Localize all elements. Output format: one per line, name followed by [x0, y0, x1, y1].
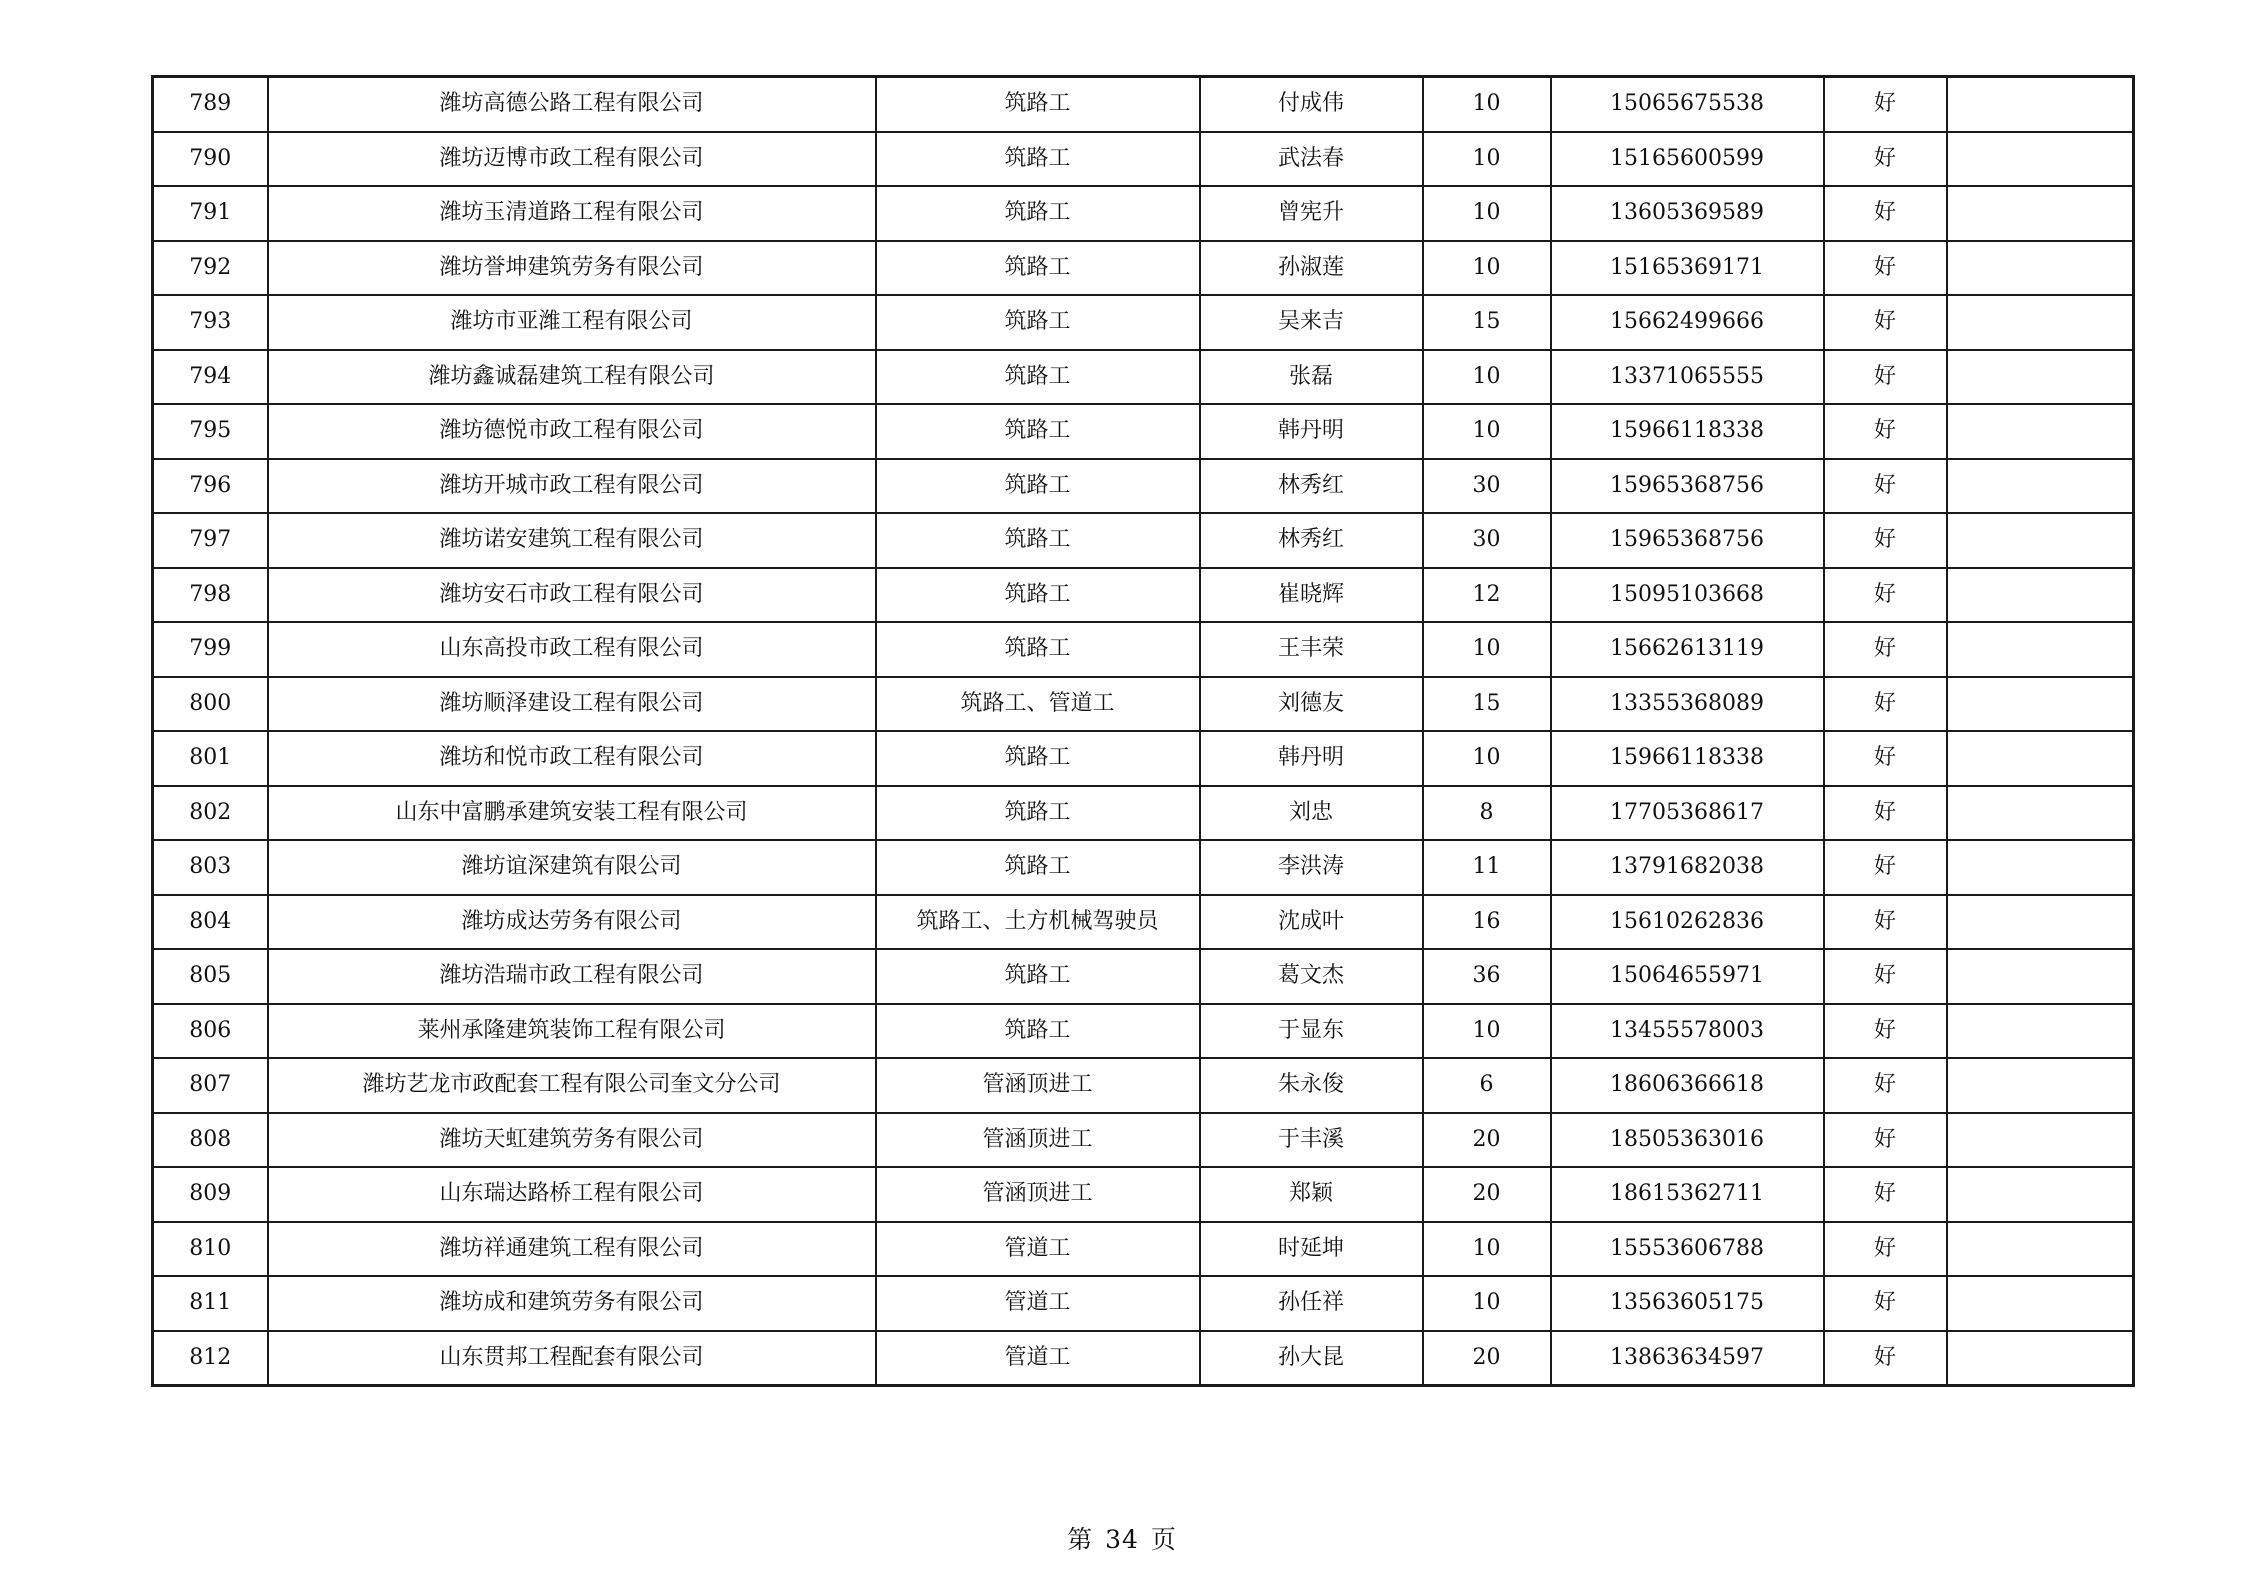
cell-rating: 好 — [1824, 186, 1947, 241]
table-row — [153, 949, 2134, 1004]
cell-company-name: 潍坊成达劳务有限公司 — [268, 895, 876, 950]
cell-rating: 好 — [1824, 1276, 1947, 1331]
cell-phone-number: 15662499666 — [1551, 295, 1824, 350]
cell-contact-person: 朱永俊 — [1200, 1058, 1423, 1113]
cell-remarks — [1947, 513, 2134, 568]
cell-rating: 好 — [1824, 1222, 1947, 1277]
table-row — [153, 568, 2134, 623]
cell-worker-count: 10 — [1423, 241, 1551, 296]
cell-rating: 好 — [1824, 568, 1947, 623]
cell-serial-number: 797 — [153, 513, 268, 568]
cell-trade-type: 管涵顶进工 — [876, 1058, 1200, 1113]
cell-phone-number: 15064655971 — [1551, 949, 1824, 1004]
cell-remarks — [1947, 350, 2134, 405]
cell-company-name: 山东瑞达路桥工程有限公司 — [268, 1167, 876, 1222]
cell-remarks — [1947, 622, 2134, 677]
table-row — [153, 404, 2134, 459]
cell-rating: 好 — [1824, 1113, 1947, 1168]
cell-phone-number: 15610262836 — [1551, 895, 1824, 950]
cell-worker-count: 15 — [1423, 295, 1551, 350]
cell-phone-number: 18606366618 — [1551, 1058, 1824, 1113]
cell-serial-number: 812 — [153, 1331, 268, 1386]
cell-remarks — [1947, 1004, 2134, 1059]
table-row — [153, 350, 2134, 405]
table-row — [153, 840, 2134, 895]
cell-company-name: 潍坊诺安建筑工程有限公司 — [268, 513, 876, 568]
cell-serial-number: 804 — [153, 895, 268, 950]
cell-remarks — [1947, 241, 2134, 296]
cell-rating: 好 — [1824, 513, 1947, 568]
cell-rating: 好 — [1824, 786, 1947, 841]
table-row — [153, 513, 2134, 568]
table-row — [153, 622, 2134, 677]
cell-contact-person: 刘忠 — [1200, 786, 1423, 841]
cell-rating: 好 — [1824, 731, 1947, 786]
cell-phone-number: 15965368756 — [1551, 459, 1824, 514]
cell-contact-person: 付成伟 — [1200, 77, 1423, 132]
cell-worker-count: 10 — [1423, 404, 1551, 459]
cell-contact-person: 张磊 — [1200, 350, 1423, 405]
cell-rating: 好 — [1824, 1167, 1947, 1222]
cell-company-name: 莱州承隆建筑装饰工程有限公司 — [268, 1004, 876, 1059]
cell-contact-person: 孙大昆 — [1200, 1331, 1423, 1386]
cell-serial-number: 801 — [153, 731, 268, 786]
cell-rating: 好 — [1824, 132, 1947, 187]
cell-worker-count: 15 — [1423, 677, 1551, 732]
cell-serial-number: 794 — [153, 350, 268, 405]
cell-trade-type: 筑路工 — [876, 186, 1200, 241]
cell-company-name: 山东高投市政工程有限公司 — [268, 622, 876, 677]
cell-company-name: 山东贯邦工程配套有限公司 — [268, 1331, 876, 1386]
cell-trade-type: 筑路工 — [876, 132, 1200, 187]
cell-remarks — [1947, 1222, 2134, 1277]
cell-worker-count: 10 — [1423, 186, 1551, 241]
cell-remarks — [1947, 77, 2134, 132]
cell-worker-count: 6 — [1423, 1058, 1551, 1113]
table-row — [153, 1222, 2134, 1277]
cell-rating: 好 — [1824, 949, 1947, 1004]
cell-company-name: 潍坊成和建筑劳务有限公司 — [268, 1276, 876, 1331]
cell-rating: 好 — [1824, 1331, 1947, 1386]
cell-phone-number: 18505363016 — [1551, 1113, 1824, 1168]
cell-phone-number: 15966118338 — [1551, 404, 1824, 459]
cell-remarks — [1947, 731, 2134, 786]
cell-serial-number: 803 — [153, 840, 268, 895]
cell-worker-count: 8 — [1423, 786, 1551, 841]
cell-contact-person: 林秀红 — [1200, 459, 1423, 514]
cell-serial-number: 799 — [153, 622, 268, 677]
cell-company-name: 潍坊誉坤建筑劳务有限公司 — [268, 241, 876, 296]
cell-phone-number: 13455578003 — [1551, 1004, 1824, 1059]
cell-remarks — [1947, 1167, 2134, 1222]
cell-phone-number: 17705368617 — [1551, 786, 1824, 841]
cell-trade-type: 筑路工 — [876, 786, 1200, 841]
cell-remarks — [1947, 132, 2134, 187]
cell-trade-type: 筑路工 — [876, 622, 1200, 677]
cell-rating: 好 — [1824, 350, 1947, 405]
cell-worker-count: 12 — [1423, 568, 1551, 623]
cell-trade-type: 筑路工 — [876, 1004, 1200, 1059]
cell-phone-number: 13355368089 — [1551, 677, 1824, 732]
cell-contact-person: 于丰溪 — [1200, 1113, 1423, 1168]
cell-company-name: 潍坊迈博市政工程有限公司 — [268, 132, 876, 187]
cell-remarks — [1947, 895, 2134, 950]
cell-serial-number: 806 — [153, 1004, 268, 1059]
cell-serial-number: 792 — [153, 241, 268, 296]
cell-serial-number: 798 — [153, 568, 268, 623]
cell-contact-person: 韩丹明 — [1200, 731, 1423, 786]
cell-phone-number: 15965368756 — [1551, 513, 1824, 568]
cell-contact-person: 刘德友 — [1200, 677, 1423, 732]
table-row — [153, 459, 2134, 514]
cell-rating: 好 — [1824, 622, 1947, 677]
cell-company-name: 潍坊开城市政工程有限公司 — [268, 459, 876, 514]
cell-company-name: 潍坊市亚潍工程有限公司 — [268, 295, 876, 350]
cell-rating: 好 — [1824, 1004, 1947, 1059]
cell-company-name: 潍坊顺泽建设工程有限公司 — [268, 677, 876, 732]
cell-company-name: 潍坊浩瑞市政工程有限公司 — [268, 949, 876, 1004]
table-row — [153, 1276, 2134, 1331]
cell-serial-number: 795 — [153, 404, 268, 459]
cell-phone-number: 15165369171 — [1551, 241, 1824, 296]
cell-rating: 好 — [1824, 1058, 1947, 1113]
footer-prefix: 第 — [1067, 1525, 1094, 1554]
table-row — [153, 1113, 2134, 1168]
cell-trade-type: 管道工 — [876, 1222, 1200, 1277]
cell-company-name: 潍坊德悦市政工程有限公司 — [268, 404, 876, 459]
cell-worker-count: 20 — [1423, 1113, 1551, 1168]
cell-remarks — [1947, 295, 2134, 350]
cell-phone-number: 15095103668 — [1551, 568, 1824, 623]
company-table — [151, 75, 2135, 1387]
cell-company-name: 潍坊玉清道路工程有限公司 — [268, 186, 876, 241]
cell-rating: 好 — [1824, 840, 1947, 895]
cell-rating: 好 — [1824, 295, 1947, 350]
cell-contact-person: 郑颖 — [1200, 1167, 1423, 1222]
cell-contact-person: 武法春 — [1200, 132, 1423, 187]
cell-trade-type: 筑路工 — [876, 568, 1200, 623]
cell-contact-person: 王丰荣 — [1200, 622, 1423, 677]
cell-remarks — [1947, 404, 2134, 459]
cell-rating: 好 — [1824, 77, 1947, 132]
cell-remarks — [1947, 1058, 2134, 1113]
cell-contact-person: 时延坤 — [1200, 1222, 1423, 1277]
cell-worker-count: 10 — [1423, 1276, 1551, 1331]
cell-remarks — [1947, 1113, 2134, 1168]
cell-contact-person: 林秀红 — [1200, 513, 1423, 568]
cell-trade-type: 筑路工 — [876, 949, 1200, 1004]
table-row — [153, 677, 2134, 732]
cell-serial-number: 807 — [153, 1058, 268, 1113]
cell-remarks — [1947, 786, 2134, 841]
table-row — [153, 731, 2134, 786]
cell-serial-number: 800 — [153, 677, 268, 732]
table-body — [153, 77, 2134, 1386]
cell-contact-person: 沈成叶 — [1200, 895, 1423, 950]
cell-worker-count: 30 — [1423, 513, 1551, 568]
cell-company-name: 潍坊谊深建筑有限公司 — [268, 840, 876, 895]
table-row — [153, 295, 2134, 350]
cell-trade-type: 筑路工 — [876, 731, 1200, 786]
cell-remarks — [1947, 840, 2134, 895]
cell-remarks — [1947, 1331, 2134, 1386]
cell-rating: 好 — [1824, 677, 1947, 732]
cell-trade-type: 筑路工 — [876, 350, 1200, 405]
cell-trade-type: 管道工 — [876, 1276, 1200, 1331]
cell-phone-number: 15165600599 — [1551, 132, 1824, 187]
cell-phone-number: 13371065555 — [1551, 350, 1824, 405]
table-row — [153, 1331, 2134, 1386]
cell-worker-count: 20 — [1423, 1167, 1551, 1222]
cell-rating: 好 — [1824, 895, 1947, 950]
cell-contact-person: 崔晓辉 — [1200, 568, 1423, 623]
cell-worker-count: 10 — [1423, 77, 1551, 132]
cell-phone-number: 15065675538 — [1551, 77, 1824, 132]
table-row — [153, 186, 2134, 241]
cell-serial-number: 793 — [153, 295, 268, 350]
cell-phone-number: 18615362711 — [1551, 1167, 1824, 1222]
cell-rating: 好 — [1824, 241, 1947, 296]
table-row — [153, 77, 2134, 132]
cell-worker-count: 10 — [1423, 132, 1551, 187]
cell-trade-type: 筑路工 — [876, 77, 1200, 132]
cell-rating: 好 — [1824, 404, 1947, 459]
footer-suffix: 页 — [1150, 1525, 1177, 1554]
table-row — [153, 241, 2134, 296]
cell-worker-count: 10 — [1423, 1222, 1551, 1277]
cell-remarks — [1947, 568, 2134, 623]
cell-company-name: 潍坊鑫诚磊建筑工程有限公司 — [268, 350, 876, 405]
table-row — [153, 786, 2134, 841]
page-footer — [0, 1520, 2244, 1556]
cell-trade-type: 筑路工、土方机械驾驶员 — [876, 895, 1200, 950]
cell-serial-number: 805 — [153, 949, 268, 1004]
cell-serial-number: 791 — [153, 186, 268, 241]
table-row — [153, 1058, 2134, 1113]
cell-serial-number: 790 — [153, 132, 268, 187]
cell-trade-type: 筑路工 — [876, 404, 1200, 459]
cell-company-name: 潍坊和悦市政工程有限公司 — [268, 731, 876, 786]
cell-phone-number: 15966118338 — [1551, 731, 1824, 786]
cell-company-name: 潍坊天虹建筑劳务有限公司 — [268, 1113, 876, 1168]
cell-contact-person: 韩丹明 — [1200, 404, 1423, 459]
cell-phone-number: 15662613119 — [1551, 622, 1824, 677]
cell-phone-number: 13863634597 — [1551, 1331, 1824, 1386]
cell-contact-person: 葛文杰 — [1200, 949, 1423, 1004]
cell-serial-number: 811 — [153, 1276, 268, 1331]
cell-trade-type: 筑路工 — [876, 241, 1200, 296]
table-row — [153, 895, 2134, 950]
cell-remarks — [1947, 677, 2134, 732]
cell-remarks — [1947, 949, 2134, 1004]
cell-worker-count: 10 — [1423, 622, 1551, 677]
cell-trade-type: 管涵顶进工 — [876, 1167, 1200, 1222]
cell-trade-type: 管道工 — [876, 1331, 1200, 1386]
cell-serial-number: 809 — [153, 1167, 268, 1222]
cell-contact-person: 孙任祥 — [1200, 1276, 1423, 1331]
cell-trade-type: 管涵顶进工 — [876, 1113, 1200, 1168]
table-row — [153, 1004, 2134, 1059]
table-row — [153, 1167, 2134, 1222]
cell-phone-number: 13605369589 — [1551, 186, 1824, 241]
cell-phone-number: 15553606788 — [1551, 1222, 1824, 1277]
cell-worker-count: 10 — [1423, 1004, 1551, 1059]
cell-contact-person: 孙淑莲 — [1200, 241, 1423, 296]
cell-serial-number: 802 — [153, 786, 268, 841]
cell-trade-type: 筑路工 — [876, 459, 1200, 514]
cell-serial-number: 796 — [153, 459, 268, 514]
cell-serial-number: 808 — [153, 1113, 268, 1168]
cell-worker-count: 20 — [1423, 1331, 1551, 1386]
cell-worker-count: 10 — [1423, 731, 1551, 786]
cell-worker-count: 30 — [1423, 459, 1551, 514]
cell-worker-count: 36 — [1423, 949, 1551, 1004]
cell-company-name: 潍坊艺龙市政配套工程有限公司奎文分公司 — [268, 1058, 876, 1113]
cell-phone-number: 13563605175 — [1551, 1276, 1824, 1331]
cell-remarks — [1947, 186, 2134, 241]
cell-company-name: 潍坊安石市政工程有限公司 — [268, 568, 876, 623]
cell-phone-number: 13791682038 — [1551, 840, 1824, 895]
cell-serial-number: 789 — [153, 77, 268, 132]
cell-remarks — [1947, 459, 2134, 514]
page-number: 34 — [1105, 1525, 1139, 1554]
cell-remarks — [1947, 1276, 2134, 1331]
cell-trade-type: 筑路工 — [876, 840, 1200, 895]
cell-contact-person: 于显东 — [1200, 1004, 1423, 1059]
table-row — [153, 132, 2134, 187]
cell-company-name: 潍坊高德公路工程有限公司 — [268, 77, 876, 132]
cell-trade-type: 筑路工 — [876, 295, 1200, 350]
cell-trade-type: 筑路工、管道工 — [876, 677, 1200, 732]
cell-trade-type: 筑路工 — [876, 513, 1200, 568]
cell-worker-count: 10 — [1423, 350, 1551, 405]
cell-worker-count: 11 — [1423, 840, 1551, 895]
cell-serial-number: 810 — [153, 1222, 268, 1277]
cell-contact-person: 吴来吉 — [1200, 295, 1423, 350]
cell-contact-person: 李洪涛 — [1200, 840, 1423, 895]
cell-rating: 好 — [1824, 459, 1947, 514]
cell-contact-person: 曾宪升 — [1200, 186, 1423, 241]
cell-company-name: 山东中富鹏承建筑安装工程有限公司 — [268, 786, 876, 841]
cell-worker-count: 16 — [1423, 895, 1551, 950]
cell-company-name: 潍坊祥通建筑工程有限公司 — [268, 1222, 876, 1277]
